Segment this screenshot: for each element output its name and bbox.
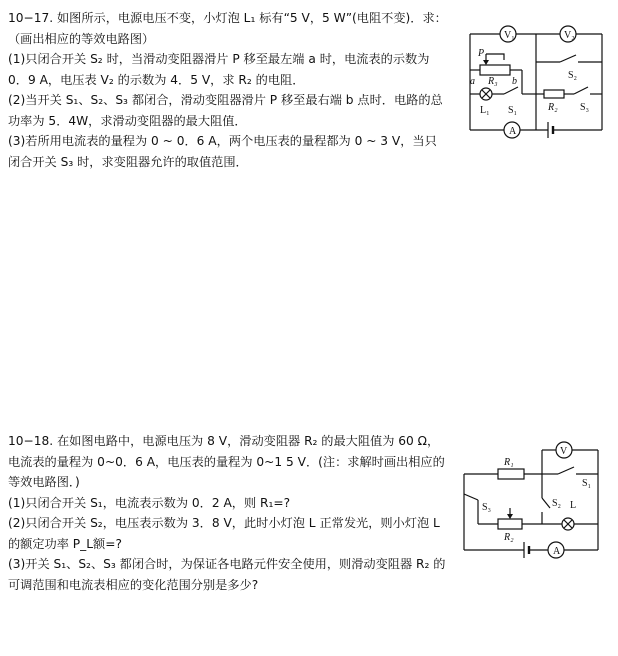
question-1: (1)只闭合开关 S₁，电流表示数为 0．2 A，则 R₁=? (8, 495, 291, 510)
label-v2: V₂ (564, 30, 575, 41)
question-2: (2)当开关 S₁、S₂、S₃ 都闭合，滑动变阻器滑片 P 移至最右端 b 点时．电路的总功率为 5．4W，求滑动变阻器的最大阻值． (8, 93, 443, 128)
question-3: (3)开关 S₁、S₂、S₃ 都闭合时，为保证各电路元件安全使用，则滑动变阻器 R₂ 的可调范围和电流表相应的变化范围分别是多少? (8, 557, 446, 592)
switch-s1-symbol (558, 467, 574, 474)
label-r2: R₂ (548, 102, 558, 113)
switch-s2-symbol (542, 498, 550, 508)
problem-10-18 (8, 431, 448, 595)
label-p: P (478, 48, 485, 59)
question-1: (1)只闭合开关 S₂ 时，当滑动变阻器滑片 P 移至最左端 a 时，电流表的示数为 0．9 A，电压表 V₂ 的示数为 4．5 V，求 R₂ 的电阻． (8, 52, 430, 87)
switch-s3-symbol (464, 494, 478, 500)
circuit-diagram-10-17 (464, 16, 614, 146)
label-r1: R₁ (504, 457, 514, 468)
problem-10-17 (8, 8, 448, 172)
label-a: a (470, 76, 475, 87)
label-v1: V₁ (504, 30, 515, 41)
label-s2: S₂ (568, 70, 578, 81)
question-3: (3)若所用电流表的量程为 0 ~ 0．6 A，两个电压表的量程都为 0 ~ 3 V，当只闭合开关 S₃ 时，求变阻器允许的取值范围． (8, 134, 437, 169)
resistor-r1-symbol (498, 469, 524, 479)
switch-s2-symbol (560, 55, 576, 62)
switch-s1-symbol (504, 87, 518, 94)
resistor-r2-symbol (544, 90, 564, 98)
rheostat-r3-symbol (480, 65, 510, 75)
label-r2: R₂ (504, 532, 514, 543)
label-ammeter: A (509, 126, 517, 137)
label-l1: L₁ (480, 105, 490, 116)
slider-arrow (507, 514, 513, 519)
label-r3: R₃ (488, 76, 498, 87)
label-l: L (570, 500, 577, 511)
label-s3: S₃ (580, 102, 590, 113)
problem-statement: 10−17. 如图所示，电源电压不变，小灯泡 L₁ 标有“5 V，5 W”(电阻不变)．求：（画出相应的等效电路图） (8, 11, 447, 46)
label-s1: S₁ (508, 105, 518, 116)
problem-statement: 10−18. 在如图电路中，电源电压为 8 V，滑动变阻器 R₂ 的最大阻值为 60 Ω，电流表的量程为 0~0．6 A，电压表的量程为 0~1 5 V．(注：求解时画出相应的等效电路图．) (8, 434, 445, 489)
label-s1: S₁ (582, 478, 592, 489)
switch-s3-symbol (574, 87, 588, 94)
slider-p-arrow (483, 60, 489, 65)
question-2: (2)只闭合开关 S₂，电压表示数为 3．8 V，此时小灯泡 L 正常发光，则小灯泡 L 的额定功率 P_L额=? (8, 516, 440, 551)
rheostat-r2-symbol (498, 519, 522, 529)
label-ammeter: A (553, 546, 561, 557)
label-s3: S₃ (482, 502, 492, 513)
label-b: b (512, 76, 517, 87)
label-s2: S₂ (552, 498, 562, 509)
circuit-diagram-10-18 (458, 438, 608, 568)
label-v: V (560, 446, 568, 457)
